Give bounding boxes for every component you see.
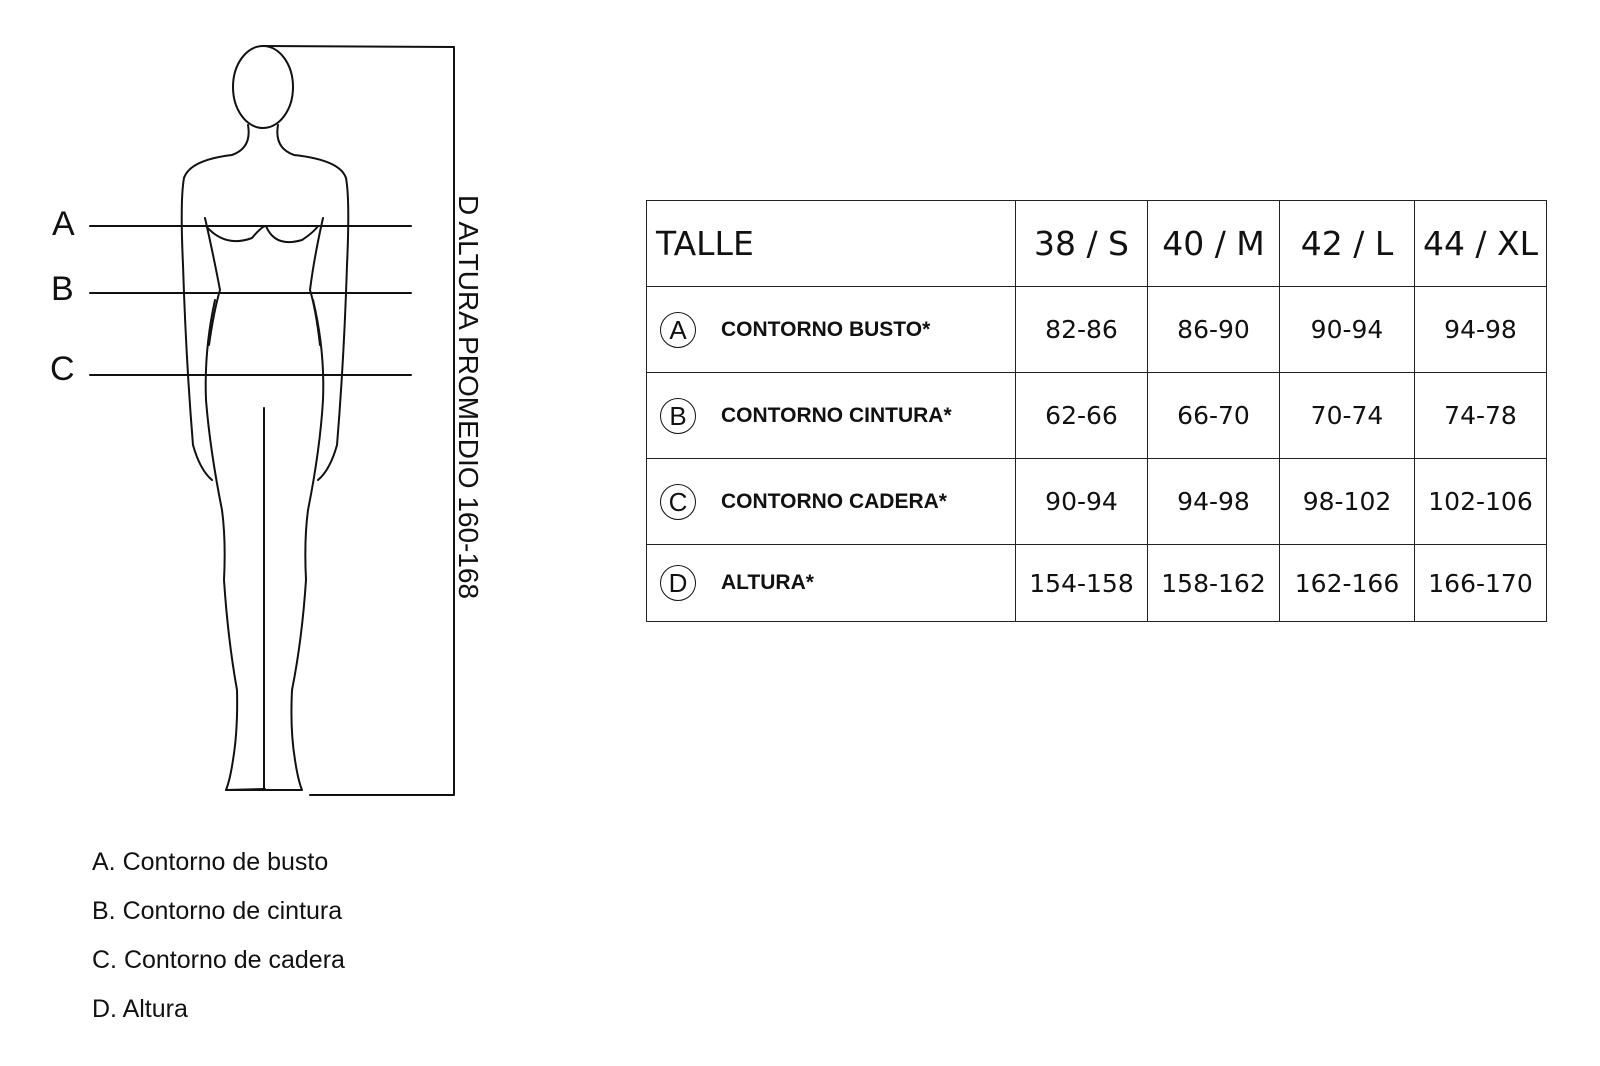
header-size-l: 42 / L	[1280, 201, 1415, 287]
row-label-hip	[647, 459, 1016, 545]
size-chart-table	[646, 200, 1547, 622]
bust-curve	[206, 226, 318, 242]
table-cell: 162-166	[1280, 545, 1415, 622]
table-cell: 90-94	[1016, 459, 1148, 545]
right-arm-inner	[310, 218, 323, 345]
head-outline	[233, 46, 293, 128]
silhouette-drawing	[0, 0, 520, 820]
table-row	[647, 287, 1547, 373]
row-label-height	[647, 545, 1016, 622]
table-cell: 66-70	[1148, 373, 1280, 459]
table-cell: 82-86	[1016, 287, 1148, 373]
table-cell: 158-162	[1148, 545, 1280, 622]
table-cell: 62-66	[1016, 373, 1148, 459]
marker-c-label: C	[50, 350, 75, 388]
marker-c-badge: C	[660, 484, 696, 520]
legend-item-waist: B. Contorno de cintura	[92, 897, 343, 925]
marker-d-badge: D	[660, 565, 696, 601]
marker-a-badge: A	[660, 312, 696, 348]
legend-item-bust: A. Contorno de busto	[92, 848, 329, 876]
marker-b-label: B	[51, 270, 74, 308]
measure-name: CONTORNO BUSTO*	[721, 317, 931, 341]
table-cell: 166-170	[1415, 545, 1547, 622]
body-measurement-figure	[0, 0, 520, 820]
header-talle: TALLE	[647, 201, 1016, 287]
table-cell: 86-90	[1148, 287, 1280, 373]
row-label-bust	[647, 287, 1016, 373]
table-row	[647, 373, 1547, 459]
measure-name: ALTURA*	[721, 571, 814, 594]
table-row	[647, 545, 1547, 622]
table-cell: 90-94	[1280, 287, 1415, 373]
header-size-m: 40 / M	[1148, 201, 1280, 287]
marker-b-badge: B	[660, 398, 696, 434]
height-bracket-line	[263, 46, 454, 795]
measurement-legend	[92, 838, 345, 1034]
header-size-xl: 44 / XL	[1415, 201, 1547, 287]
table-cell: 70-74	[1280, 373, 1415, 459]
legend-item-height: D. Altura	[92, 995, 188, 1023]
table-cell: 94-98	[1415, 287, 1547, 373]
header-size-s: 38 / S	[1016, 201, 1148, 287]
table-cell: 98-102	[1280, 459, 1415, 545]
legend-item-hip: C. Contorno de cadera	[92, 946, 345, 974]
table-row	[647, 459, 1547, 545]
height-label: D ALTURA PROMEDIO 160-168	[453, 195, 484, 600]
table-cell: 74-78	[1415, 373, 1547, 459]
table-cell: 154-158	[1016, 545, 1148, 622]
measure-name: CONTORNO CADERA*	[721, 489, 947, 513]
table-cell: 94-98	[1148, 459, 1280, 545]
table-cell: 102-106	[1415, 459, 1547, 545]
table-header-row	[647, 201, 1547, 287]
row-label-waist	[647, 373, 1016, 459]
measure-name: CONTORNO CINTURA*	[721, 403, 952, 427]
feet-line	[226, 789, 265, 790]
marker-a-label: A	[52, 205, 75, 243]
